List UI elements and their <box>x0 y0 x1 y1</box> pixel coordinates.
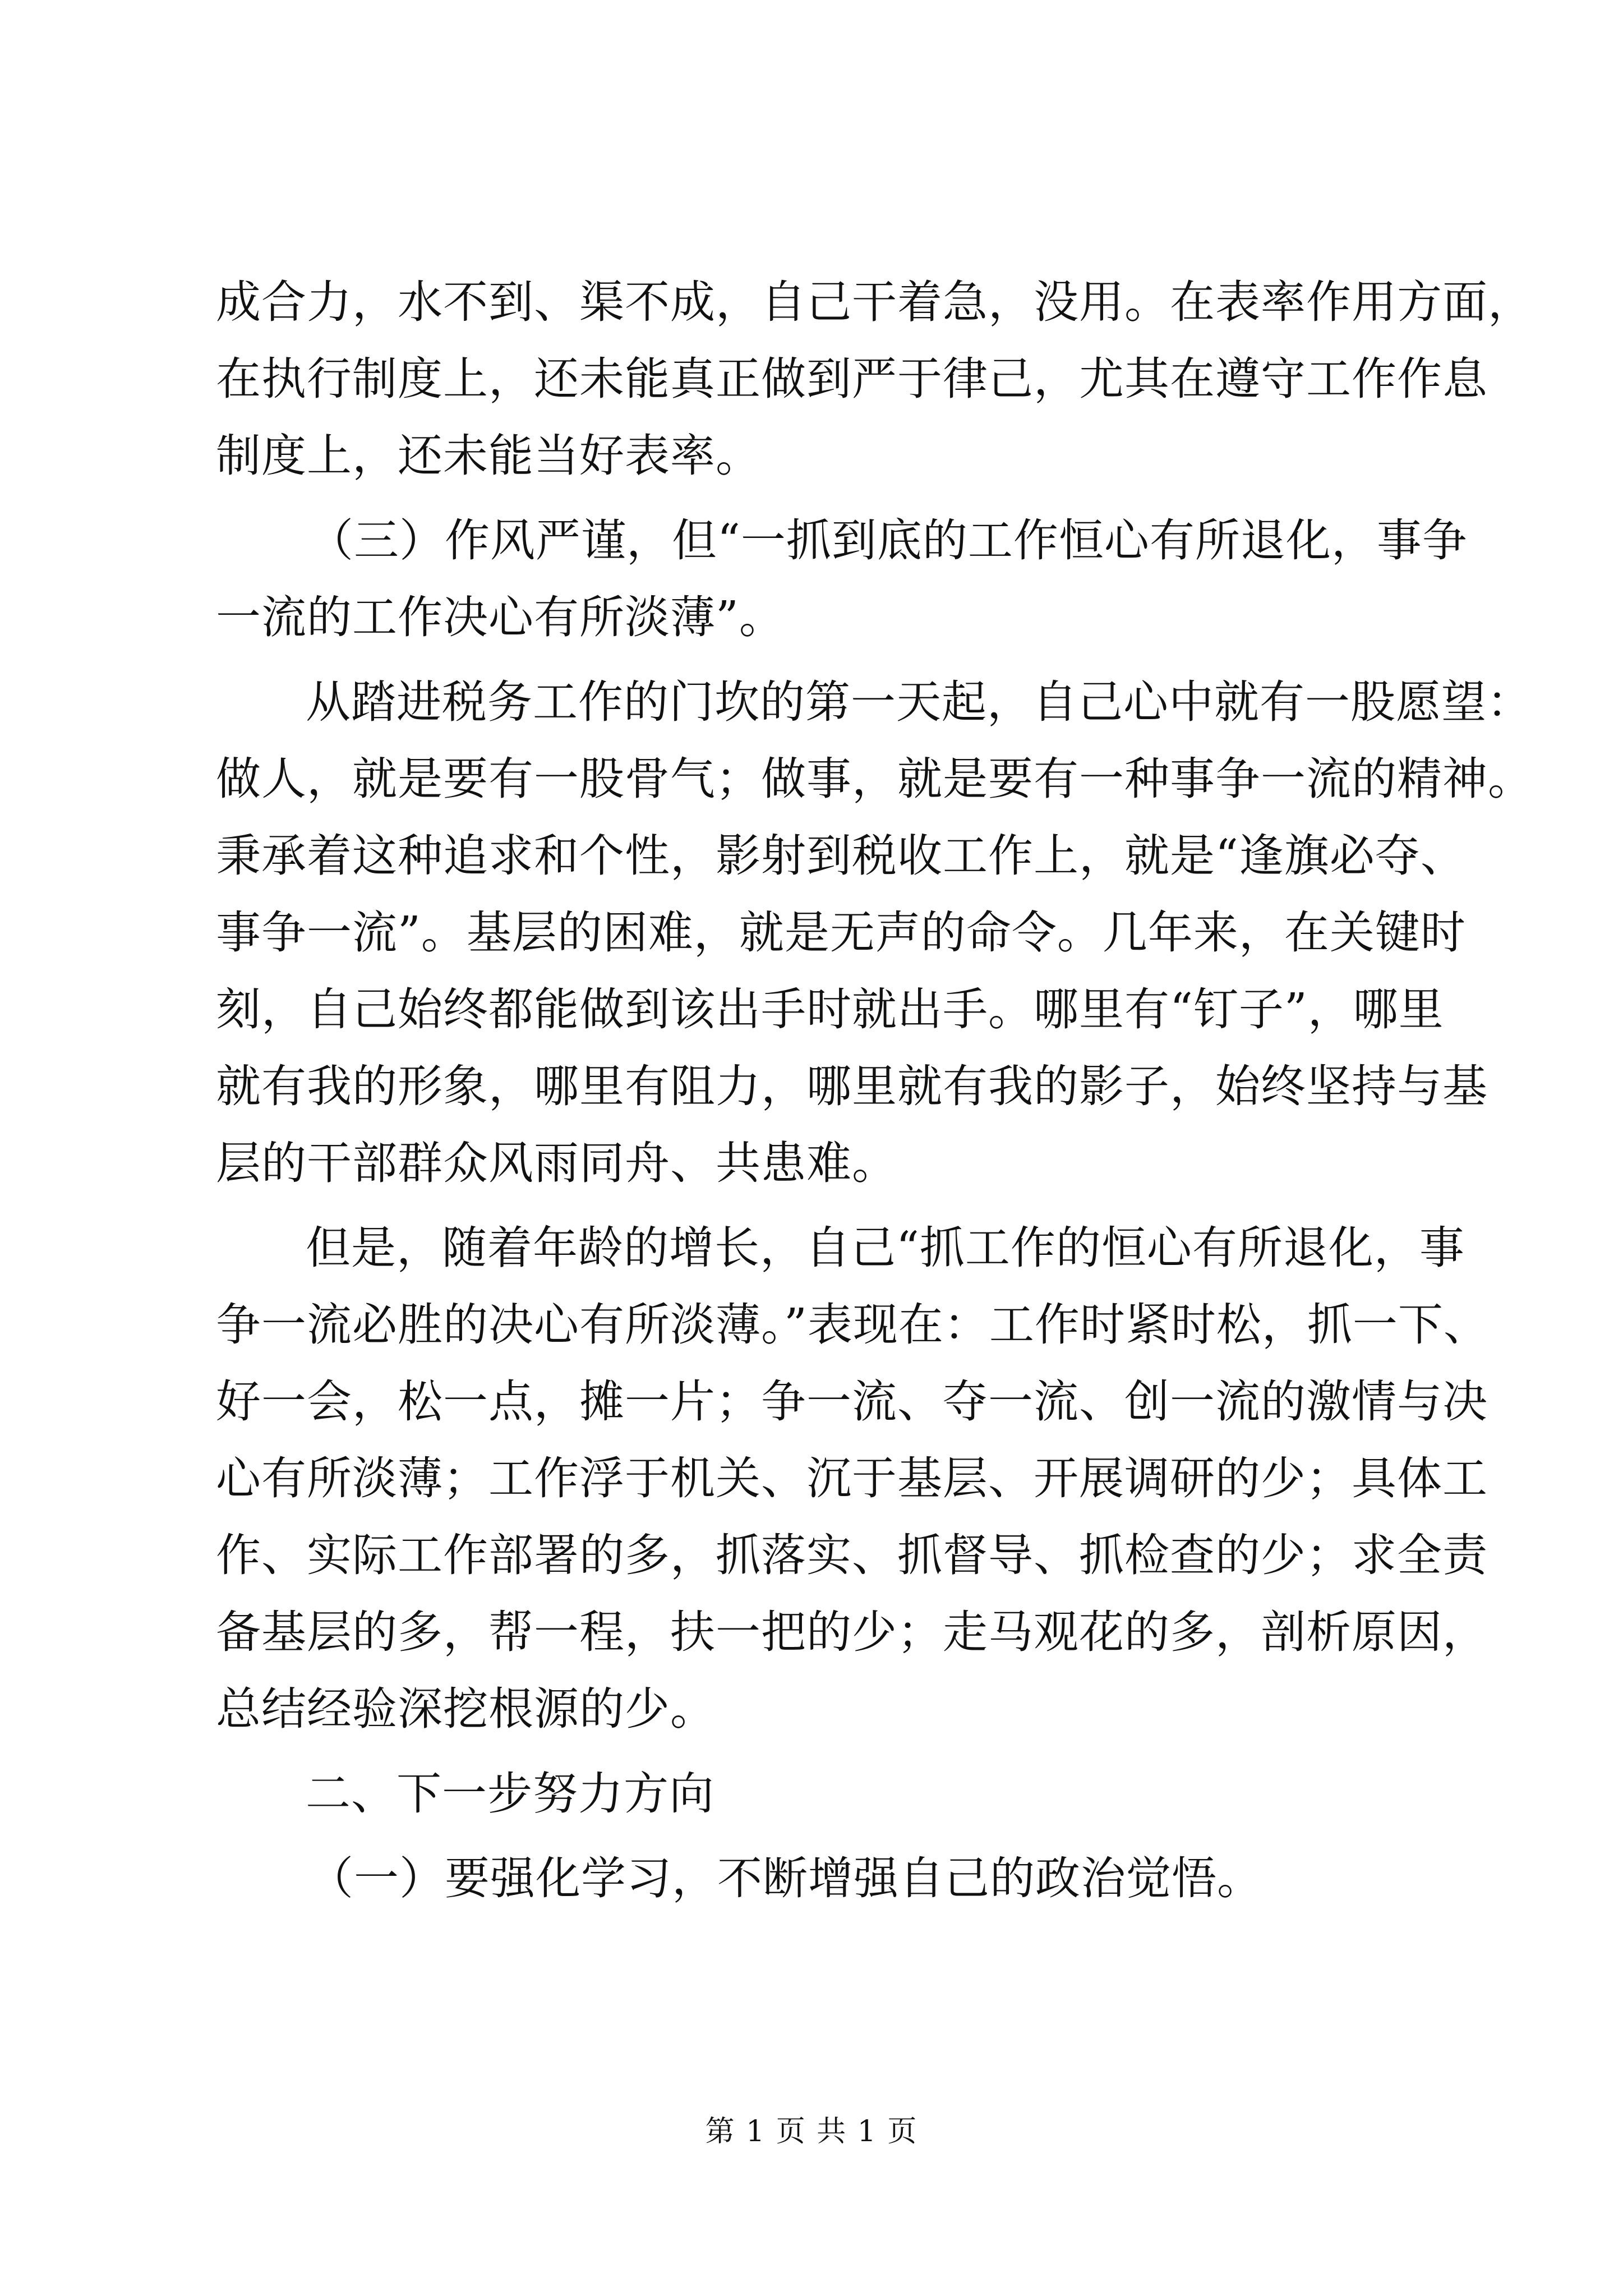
section-heading <box>216 1755 1427 1832</box>
text-line: 就有我的形象，哪里有阻力，哪里就有我的影子，始终坚持与基 <box>216 1060 1488 1112</box>
text-line: 制度上，还未能当好表率。 <box>216 430 761 482</box>
text-line: 作、实际工作部署的多，抓落实、抓督导、抓检查的少；求全责 <box>216 1529 1488 1581</box>
text-line: 做人，就是要有一股骨气；做事，就是要有一种事争一流的精神。 <box>216 753 1533 805</box>
text-line: 事争一流”。基层的困难，就是无声的命令。几年来，在关键时 <box>216 907 1466 959</box>
text-line: 在执行制度上，还未能真正做到严于律己，尤其在遵守工作作息 <box>216 353 1488 405</box>
text-line: 秉承着这种追求和个性，影射到税收工作上，就是“逢旗必夺、 <box>216 830 1466 882</box>
subsection-heading <box>216 1840 1427 1917</box>
text-line: 争一流必胜的决心有所淡薄。”表现在：工作时紧时松，抓一下、 <box>216 1299 1489 1351</box>
text-line: 刻，自己始终都能做到该出手时就出手。哪里有“钉子”，哪里 <box>216 983 1444 1036</box>
page-footer <box>0 2115 1623 2148</box>
section-heading-paragraph <box>216 502 1468 656</box>
text-line: 成合力，水不到、渠不成，自己干着急，没用。在表率作用方面， <box>216 276 1533 328</box>
text-line: 备基层的多，帮一程，扶一把的少；走马观花的多，剖析原因， <box>216 1606 1488 1658</box>
text-line: 但是，随着年龄的增长，自己“抓工作的恒心有所退化，事 <box>306 1222 1465 1274</box>
text-line: 二、下一步努力方向 <box>306 1768 714 1820</box>
text-line: 心有所淡薄；工作浮于机关、沉于基层、开展调研的少；具体工 <box>216 1452 1488 1504</box>
text-line: 一流的工作决心有所淡薄”。 <box>216 591 785 643</box>
text-line: 从踏进税务工作的门坎的第一天起，自己心中就有一股愿望： <box>306 676 1532 728</box>
text-line: （三）作风严谨，但“一抓到底的工作恒心有所退化，事争 <box>308 514 1468 567</box>
text-line: 总结经验深挖根源的少。 <box>216 1683 716 1735</box>
document-body <box>216 264 1533 1917</box>
text-line: 层的干部群众风雨同舟、共患难。 <box>216 1137 897 1189</box>
text-line: （一）要强化学习，不断增强自己的政治觉悟。 <box>308 1852 1262 1904</box>
page-number-label: 第 1 页 共 1 页 <box>705 2115 918 2148</box>
paragraph <box>216 664 1533 1202</box>
text-line: 好一会，松一点，摊一片；争一流、夺一流、创一流的激情与决 <box>216 1375 1488 1428</box>
paragraph <box>216 1209 1489 1747</box>
paragraph <box>216 264 1533 494</box>
